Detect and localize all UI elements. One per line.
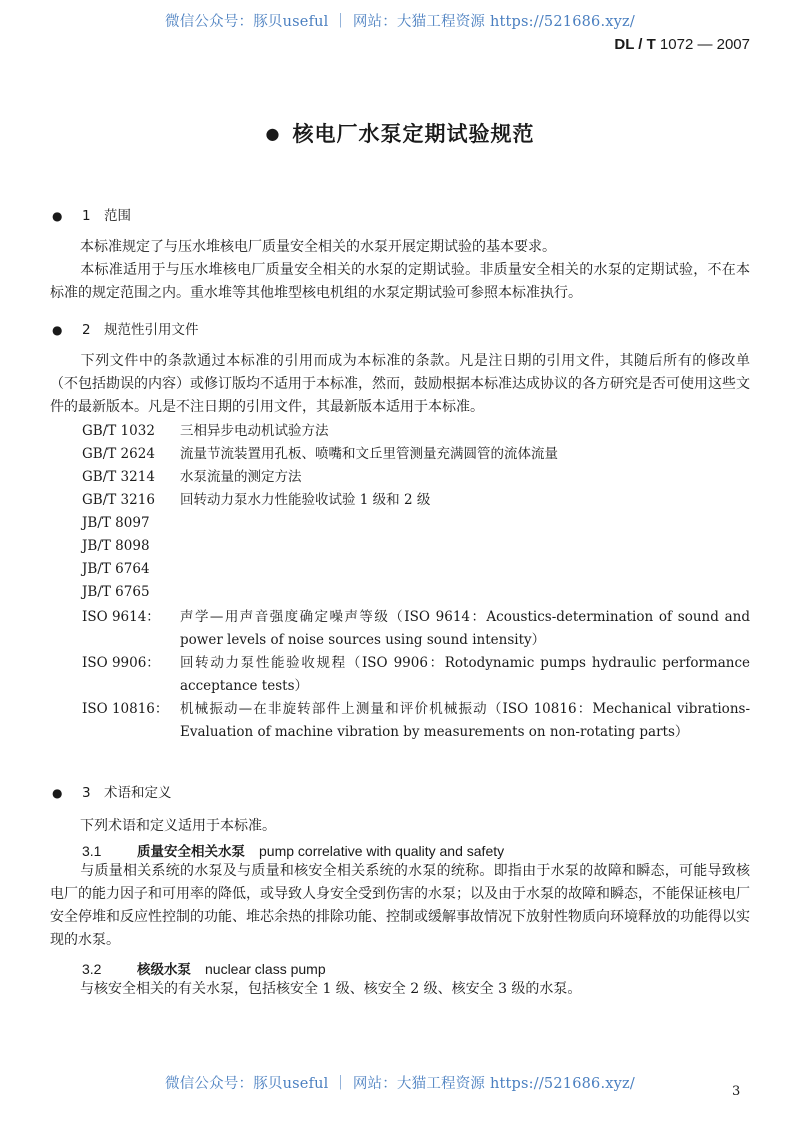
section-heading-3 bbox=[52, 781, 172, 801]
reference-code: JB/T 8097 bbox=[82, 515, 150, 531]
section-heading-2 bbox=[52, 318, 199, 338]
reference-title: 声学—用声音强度确定噪声等级（ISO 9614：Acoustics-determination of sound and power levels of noise sources using sound intensity） bbox=[180, 609, 750, 648]
reference-code: GB/T 3216 bbox=[82, 492, 155, 508]
reference-title: 回转动力泵水力性能验收试验 1 级和 2 级 bbox=[180, 492, 431, 508]
term-chinese: 核级水泵 bbox=[137, 962, 191, 978]
paragraph-text: 下列文件中的条款通过本标准的引用而成为本标准的条款。凡是注日期的引用文件，其随后所有的修改单（不包括勘误的内容）或修订版均不适用于本标准，然而，鼓励根据本标准达成协议的各方研究是否可使用这些文件的最新版本。凡是不注日期的引用文件，其最新版本适用于本标准。 bbox=[50, 353, 750, 415]
term-heading bbox=[82, 958, 326, 978]
paragraph-text: 下列术语和定义适用于本标准。 bbox=[80, 818, 276, 834]
definition-text: 与核安全相关的有关水泵，包括核安全 1 级、核安全 2 级、核安全 3 级的水泵。 bbox=[80, 981, 582, 997]
paragraph bbox=[50, 259, 750, 305]
bullet-icon: ● bbox=[265, 124, 281, 143]
watermark-top: 微信公众号：豚贝useful ｜ 网站：大猫工程资源 https://521686.xyz/ bbox=[165, 14, 635, 30]
watermark-bottom: 微信公众号：豚贝useful ｜ 网站：大猫工程资源 https://521686.xyz/ bbox=[165, 1076, 635, 1092]
term-chinese: 质量安全相关水泵 bbox=[137, 844, 245, 860]
reference-title: 流量节流装置用孔板、喷嘴和文丘里管测量充满圆管的流体流量 bbox=[180, 446, 558, 462]
reference-code: JB/T 6764 bbox=[82, 561, 150, 577]
section-heading-1 bbox=[52, 204, 131, 224]
bullet-icon: ● bbox=[52, 323, 63, 337]
reference-code: ISO 9614： bbox=[82, 609, 160, 625]
section-title: 术语和定义 bbox=[104, 785, 172, 801]
reference-code: ISO 10816： bbox=[82, 701, 169, 717]
paragraph bbox=[50, 236, 750, 259]
paragraph bbox=[50, 815, 750, 838]
term-number: 3.1 bbox=[82, 843, 102, 859]
document-code-number: 1072 — 2007 bbox=[655, 36, 750, 53]
term-heading bbox=[82, 840, 504, 860]
section-number: 3 bbox=[82, 785, 91, 801]
term-definition bbox=[50, 860, 750, 952]
section-number: 1 bbox=[82, 208, 91, 224]
reference-code: GB/T 1032 bbox=[82, 423, 155, 439]
paragraph-text: 本标准适用于与压水堆核电厂质量安全相关的水泵的定期试验。非质量安全相关的水泵的定期试验，不在本标准的规定范围之内。重水堆等其他堆型核电机组的水泵定期试验可参照本标准执行。 bbox=[50, 262, 750, 301]
section-number: 2 bbox=[82, 322, 91, 338]
section-title: 范围 bbox=[104, 208, 131, 224]
page-number: 3 bbox=[732, 1084, 741, 1099]
section-title: 规范性引用文件 bbox=[104, 322, 199, 338]
reference-title: 水泵流量的测定方法 bbox=[180, 469, 302, 485]
page-title-text: 核电厂水泵定期试验规范 bbox=[292, 122, 535, 146]
reference-code: GB/T 3214 bbox=[82, 469, 155, 485]
paragraph-text: 本标准规定了与压水堆核电厂质量安全相关的水泵开展定期试验的基本要求。 bbox=[80, 239, 556, 255]
term-definition bbox=[50, 978, 750, 1001]
reference-code: GB/T 2624 bbox=[82, 446, 155, 462]
reference-title: 机械振动—在非旋转部件上测量和评价机械振动（ISO 10816：Mechanical vibrations-Evaluation of machine vibration by measurements on non-rotating parts） bbox=[180, 701, 750, 740]
bullet-icon: ● bbox=[52, 786, 63, 800]
paragraph bbox=[50, 350, 750, 419]
definition-text: 与质量相关系统的水泵及与质量和核安全相关系统的水泵的统称。即指由于水泵的故障和瞬态，可能导致核电厂的能力因子和可用率的降低，或导致人身安全受到伤害的水泵；以及由于水泵的故障和瞬态，不能保证核电厂安全停堆和反应性控制的功能、堆芯余热的排除功能、控制或缓解事故情况下放射性物质向环境释放的功能得以实现的水泵。 bbox=[50, 863, 750, 948]
bullet-icon: ● bbox=[52, 209, 63, 223]
reference-code: ISO 9906： bbox=[82, 655, 160, 671]
reference-title: 三相异步电动机试验方法 bbox=[180, 423, 329, 439]
reference-code: JB/T 6765 bbox=[82, 584, 150, 600]
document-code bbox=[614, 36, 750, 53]
term-number: 3.2 bbox=[82, 961, 102, 977]
reference-title: 回转动力泵性能验收规程（ISO 9906：Rotodynamic pumps hydraulic performance acceptance tests） bbox=[180, 655, 750, 694]
term-english: pump correlative with quality and safety bbox=[259, 843, 505, 859]
page-title bbox=[0, 118, 800, 148]
term-english: nuclear class pump bbox=[205, 961, 326, 977]
reference-code: JB/T 8098 bbox=[82, 538, 150, 554]
document-code-prefix: DL / T bbox=[614, 36, 656, 53]
